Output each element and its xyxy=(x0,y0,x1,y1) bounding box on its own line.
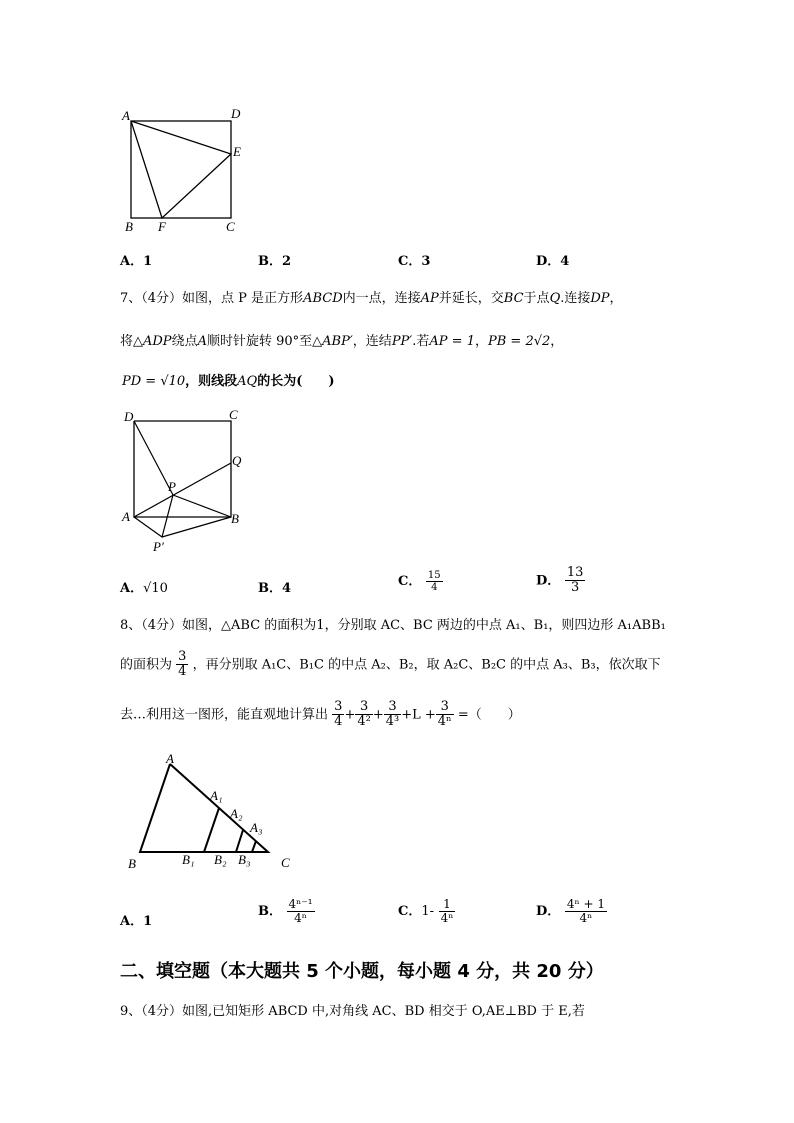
section-title: 二、填空题（本大题共 5 个小题，每小题 4 分，共 20 分） xyxy=(120,961,604,982)
label-d: D xyxy=(124,409,134,424)
q6-option-c[interactable]: C．3 xyxy=(398,254,431,269)
q7-line1: 7、（4分）如图，点 P 是正方形ABCD内一点，连接AP并延长，交BC于点Q.连接DP， xyxy=(120,291,623,306)
q8-line2: 的面积为 $\frac{3}{4}$ ，再分别取 A₁C、B₁C 的中点 A₂、B₂，取 A₂C、B₂C 的中点 A₃、B₃，依次取下 xyxy=(120,649,661,680)
q8-option-a[interactable]: A．1 xyxy=(120,914,153,929)
q9-text: 9、（4分）如图,已知矩形 ABCD 中,对角线 AC、BD 相交于 O,AE⊥BD 于 E,若 xyxy=(120,1004,585,1019)
q6-option-a[interactable]: A．1 xyxy=(120,254,153,269)
label-p: P xyxy=(168,479,176,494)
label-a: A xyxy=(122,509,130,524)
q8-line3: 去…利用这一图形，能直观地计算出 $\frac{3}{4}$ + $\frac{3}{\text{4²}}$ + $\frac{3}{\text{4³}}$ +L + $\frac{3}{\text{4ⁿ}}$ =（ ） xyxy=(120,699,521,730)
label-a1: A₁ xyxy=(210,788,223,803)
figure-square-pq xyxy=(118,405,258,555)
label-b: B xyxy=(125,219,133,234)
label-p-prime: P′ xyxy=(153,539,164,554)
label-a: A xyxy=(122,108,130,123)
label-c: C xyxy=(281,855,290,870)
q8-line1: 8、（4分）如图，△ABC 的面积为1，分别取 AC、BC 两边的中点 A₁、B₁，则四边形 A₁ABB₁ xyxy=(120,618,666,633)
label-b3: B₃ xyxy=(238,852,251,867)
label-q: Q xyxy=(232,453,242,468)
label-b: B xyxy=(128,856,136,871)
q7-option-a[interactable]: A．√10 xyxy=(120,581,168,596)
label-a3: A₃ xyxy=(250,820,263,835)
q6-option-b[interactable]: B．2 xyxy=(258,254,292,269)
figure-triangle-midpoints xyxy=(118,748,308,873)
q6-option-d[interactable]: D．4 xyxy=(536,254,570,269)
label-b: B xyxy=(231,511,239,526)
label-a2: A₂ xyxy=(230,806,243,821)
label-b2: B₂ xyxy=(214,852,227,867)
label-c: C xyxy=(229,407,238,422)
label-e: E xyxy=(233,144,241,159)
q7-line3: PD = √10，则线段AQ的长为( ) xyxy=(122,374,335,389)
figure-square-aef xyxy=(118,104,258,236)
q7-option-b[interactable]: B．4 xyxy=(258,581,292,596)
q7-option-c[interactable]: C． $\frac{15}{4}$ xyxy=(398,570,441,593)
label-a: A xyxy=(166,751,174,766)
label-f: F xyxy=(158,219,166,234)
q7-line2: 将△ADP绕点A顺时针旋转 90°至△ABP′，连结PP′.若AP = 1，PB = 2√2， xyxy=(120,334,564,349)
q8-option-c[interactable]: C．1- $\frac{1}{\text{4ⁿ}}$ xyxy=(398,897,454,926)
label-c: C xyxy=(226,219,235,234)
q7-option-d[interactable]: D． $\frac{13}{3}$ xyxy=(536,565,584,596)
label-d: D xyxy=(231,106,241,121)
label-b1: B₁ xyxy=(182,852,195,867)
q8-option-b[interactable]: B． $\frac{\text{4ⁿ⁻¹}}{\text{4ⁿ}}$ xyxy=(258,897,313,926)
q8-option-d[interactable]: D． $\frac{\text{4ⁿ + 1}}{\text{4ⁿ}}$ xyxy=(536,897,605,926)
